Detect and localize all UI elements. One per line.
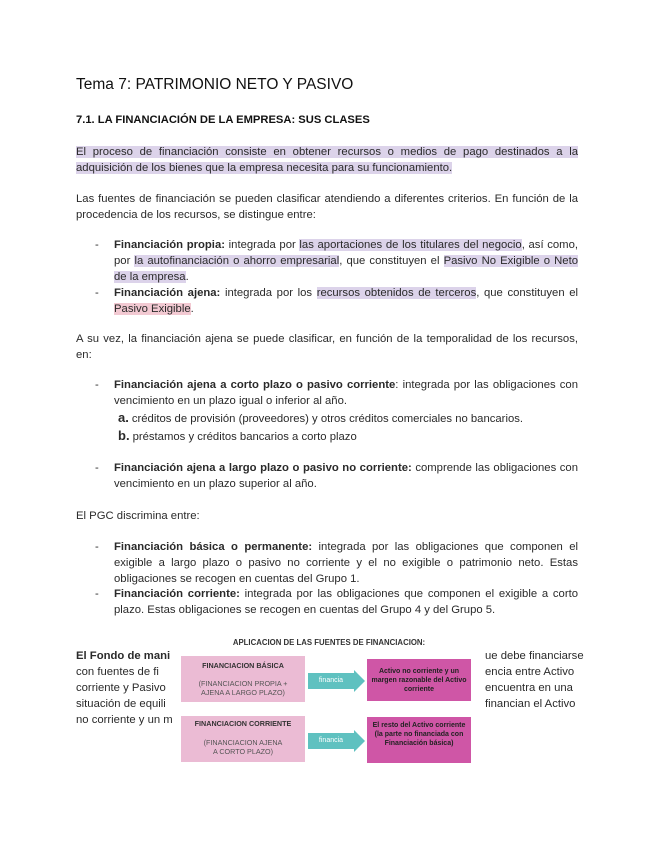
ajena-text-2: , que constituyen el <box>476 287 579 299</box>
propia-text-4: . <box>185 271 189 283</box>
corriente-box-sub-2: A CORTO PLAZO) <box>212 747 274 756</box>
propia-highlight-2: la autofinanciación o ahorro empresarial <box>134 255 340 267</box>
sub-marker-a: a. <box>118 410 129 425</box>
financia-label-1: financia <box>318 677 344 684</box>
bullet-dash: - <box>95 462 99 474</box>
target-box-1 <box>367 659 471 701</box>
basica-label: Financiación básica o permanente: <box>114 541 313 553</box>
corriente-box-sub-1: (FINANCIACION AJENA <box>203 738 283 747</box>
bullet-dash: - <box>95 239 99 251</box>
propia-highlight-1: las aportaciones de los titulares del negocio <box>299 239 522 251</box>
fuentes-line-1: Las fuentes de financiación se pueden clasificar atendiendo a diferentes criterios. En función de <box>76 193 566 205</box>
target-box-2 <box>367 717 471 763</box>
pgc-paragraph: El PGC discrimina entre: <box>76 510 200 522</box>
ajena-text-1: integrada por los <box>220 287 317 299</box>
temporalidad-paragraph <box>76 331 578 363</box>
fondo-line-1-right: ue debe financiarse <box>485 650 584 662</box>
ajena-highlight-2: Pasivo Exigible <box>114 303 191 315</box>
largo-text: comprende las obligaciones con vencimiento en un plazo superior al año. <box>114 462 578 490</box>
basica-box-sub-1: (FINANCIACION PROPIA + <box>198 679 288 688</box>
intro-line-1: El proceso de financiación consiste en obtener recursos o medios de pago destinados a la <box>76 146 578 158</box>
fondo-line-2-left: con fuentes de fi <box>76 666 159 678</box>
basica-box <box>181 656 305 702</box>
ajena-highlight-1: recursos obtenidos de terceros <box>316 287 477 299</box>
target-text-1: Activo no corriente y un margen razonable del Activo corriente <box>371 668 467 693</box>
corto-sub-a <box>118 410 523 427</box>
bullet-dash: - <box>95 287 99 299</box>
section-heading: 7.1. LA FINANCIACIÓN DE LA EMPRESA: SUS CLASES <box>76 114 370 126</box>
fondo-line-2-right: encia entre Activo <box>485 666 575 678</box>
corriente-item <box>114 586 578 618</box>
corto-item <box>114 377 578 409</box>
propia-highlight-3: Pasivo No Exigible o Neto de la empresa <box>114 255 579 283</box>
fondo-line-3-right: encuentra en una <box>485 682 573 694</box>
diagram-title: APLICACION DE LAS FUENTES DE FINANCIACION: <box>232 638 426 647</box>
target-text-2: El resto del Activo corriente (la parte no financiada con Financiación básica) <box>372 722 466 747</box>
corto-sub-b <box>118 428 357 445</box>
fondo-line-4-left: situación de equili <box>76 698 166 710</box>
fondo-line-1-left <box>76 648 170 664</box>
sub-marker-b: b. <box>118 428 130 443</box>
fondo-line-3-left: corriente y Pasivo <box>76 682 166 694</box>
bullet-dash: - <box>95 588 99 600</box>
basica-text: integrada por las obligaciones que componen el exigible a largo plazo o pasivo no corriente y el no exigible o patrimonio neto. Estas obligaciones se recogen en cuentas del Grupo 1. <box>114 541 578 585</box>
intro-paragraph <box>76 144 578 176</box>
temporalidad-line-2: recursos, en: <box>76 333 578 361</box>
ajena-label: Financiación ajena: <box>114 287 221 299</box>
fuentes-line-2: la procedencia de los recursos, se distingue entre: <box>76 193 579 221</box>
propia-text-3: , que constituyen el <box>339 255 444 267</box>
financing-diagram <box>178 632 480 770</box>
propia-text-1: integrada por <box>225 239 300 251</box>
largo-label: Financiación ajena a largo plazo o pasivo no corriente: <box>114 462 412 474</box>
basica-box-title: FINANCIACION BÁSICA <box>202 661 284 670</box>
sub-text-b: préstamos y créditos bancarios a corto plazo <box>132 431 357 443</box>
intro-line-2: adquisición de los bienes que la empresa necesita para su funcionamiento. <box>76 162 453 174</box>
basica-item <box>114 539 578 587</box>
ajena-item <box>114 285 578 317</box>
temporalidad-line-1: A su vez, la financiación ajena se puede clasificar, en función de la temporalidad de los <box>76 333 528 345</box>
propia-label: Financiación propia: <box>114 239 225 251</box>
largo-item <box>114 460 578 492</box>
basica-box-sub-2: AJENA A LARGO PLAZO) <box>201 688 285 697</box>
corriente-box-title: FINANCIACION CORRIENTE <box>194 719 292 728</box>
fondo-line-4-right: financian el Activo <box>485 698 576 710</box>
sub-text-a: créditos de provisión (proveedores) y otros créditos comerciales no bancarios. <box>131 413 524 425</box>
corto-text: : integrada por las obligaciones con vencimiento en un plazo igual o inferior al año. <box>114 379 578 407</box>
financia-label-2: financia <box>318 737 344 744</box>
corriente-text: integrada por las obligaciones que componen el exigible a corto plazo. Estas obligaciones se recogen en cuentas del Grupo 4 y del Grupo 5. <box>114 588 578 616</box>
corriente-label: Financiación corriente: <box>114 588 240 600</box>
ajena-text-3: . <box>190 303 194 315</box>
fondo-bold-start: El Fondo de mani <box>76 650 171 662</box>
propia-text-2: , así como, por <box>114 239 579 267</box>
propia-item <box>114 237 578 285</box>
corriente-box <box>181 716 305 762</box>
bullet-dash: - <box>95 379 99 391</box>
corto-label: Financiación ajena a corto plazo o pasivo corriente <box>114 379 396 391</box>
page-title: Tema 7: PATRIMONIO NETO Y PASIVO <box>76 76 354 93</box>
fondo-line-5-left: no corriente y un m <box>76 714 173 726</box>
bullet-dash: - <box>95 541 99 553</box>
fuentes-paragraph <box>76 191 578 223</box>
